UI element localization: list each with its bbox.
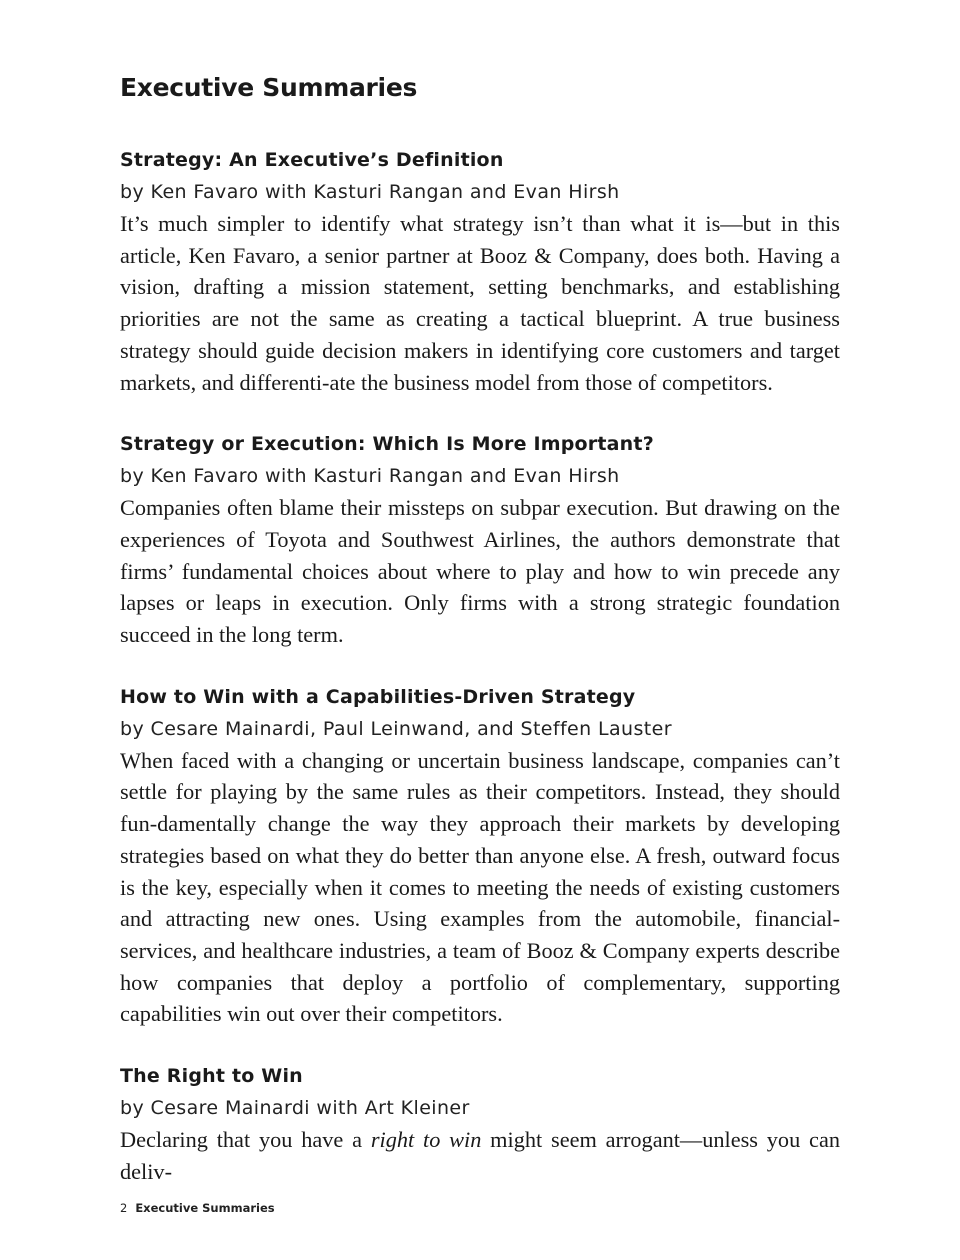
summary-item <box>120 144 840 398</box>
page-title: Executive Summaries <box>120 73 418 102</box>
summary-body <box>120 1124 840 1187</box>
summary-byline: by Cesare Mainardi with Art Kleiner <box>120 1097 470 1120</box>
summary-title: Strategy: An Executive’s Definition <box>120 149 504 171</box>
summary-body-emphasis: right to win <box>370 1127 482 1153</box>
summary-byline: by Ken Favaro with Kasturi Rangan and Evan Hirsh <box>120 465 620 488</box>
summary-title: The Right to Win <box>120 1065 303 1088</box>
page-footer <box>120 1200 275 1216</box>
summary-body: It’s much simpler to identify what strategy isn’t than what it is—but in this article, Ken Favaro, a senior partner at Booz & Company, does both. Having a vision, drafting a mission statement, setting benchmarks, and establishing priorities are not the same as creating a tactical blueprint. A true business strategy should guide decision makers in identifying core customers and target markets, and differenti-ate the business model from those of competitors. <box>120 211 840 395</box>
summary-byline: by Ken Favaro with Kasturi Rangan and Evan Hirsh <box>120 181 620 203</box>
document-page <box>120 70 840 1217</box>
summary-item <box>120 1060 840 1187</box>
summary-title: Strategy or Execution: Which Is More Important? <box>120 433 654 456</box>
page-number: 2 <box>120 1201 128 1215</box>
summary-item <box>120 428 840 651</box>
summary-body: Companies often blame their missteps on subpar execution. But drawing on the experiences of Toyota and Southwest Airlines, the authors demonstrate that firms’ fundamental choices about where to play and how to win precede any lapses or leaps in execution. Only firms with a strong strategic foundation succeed in the long term. <box>120 495 840 648</box>
summary-body-start: Declaring that you have a <box>120 1127 371 1153</box>
summary-body: When faced with a changing or uncertain business landscape, companies can’t settle for playing by the same rules as their competitors. Instead, they should fun-damentally change the way they approach their markets by developing strategies based on what they do better than anyone else. A fresh, outward focus is the key, especially when it comes to meeting the needs of existing customers and attracting new ones. Using examples from the automobile, financial-services, and healthcare industries, a team of Booz & Company experts describe how companies that deploy a portfolio of complementary, supporting capabilities win out over their competitors. <box>120 747 840 1027</box>
summary-item <box>120 681 840 1030</box>
summary-title: How to Win with a Capabilities-Driven Strategy <box>120 685 636 708</box>
summary-body-end: might seem arrogant—unless you can deliv- <box>120 1127 840 1184</box>
footer-section-name: Executive Summaries <box>135 1201 275 1215</box>
summary-byline: by Cesare Mainardi, Paul Leinwand, and Steffen Lauster <box>120 717 672 740</box>
